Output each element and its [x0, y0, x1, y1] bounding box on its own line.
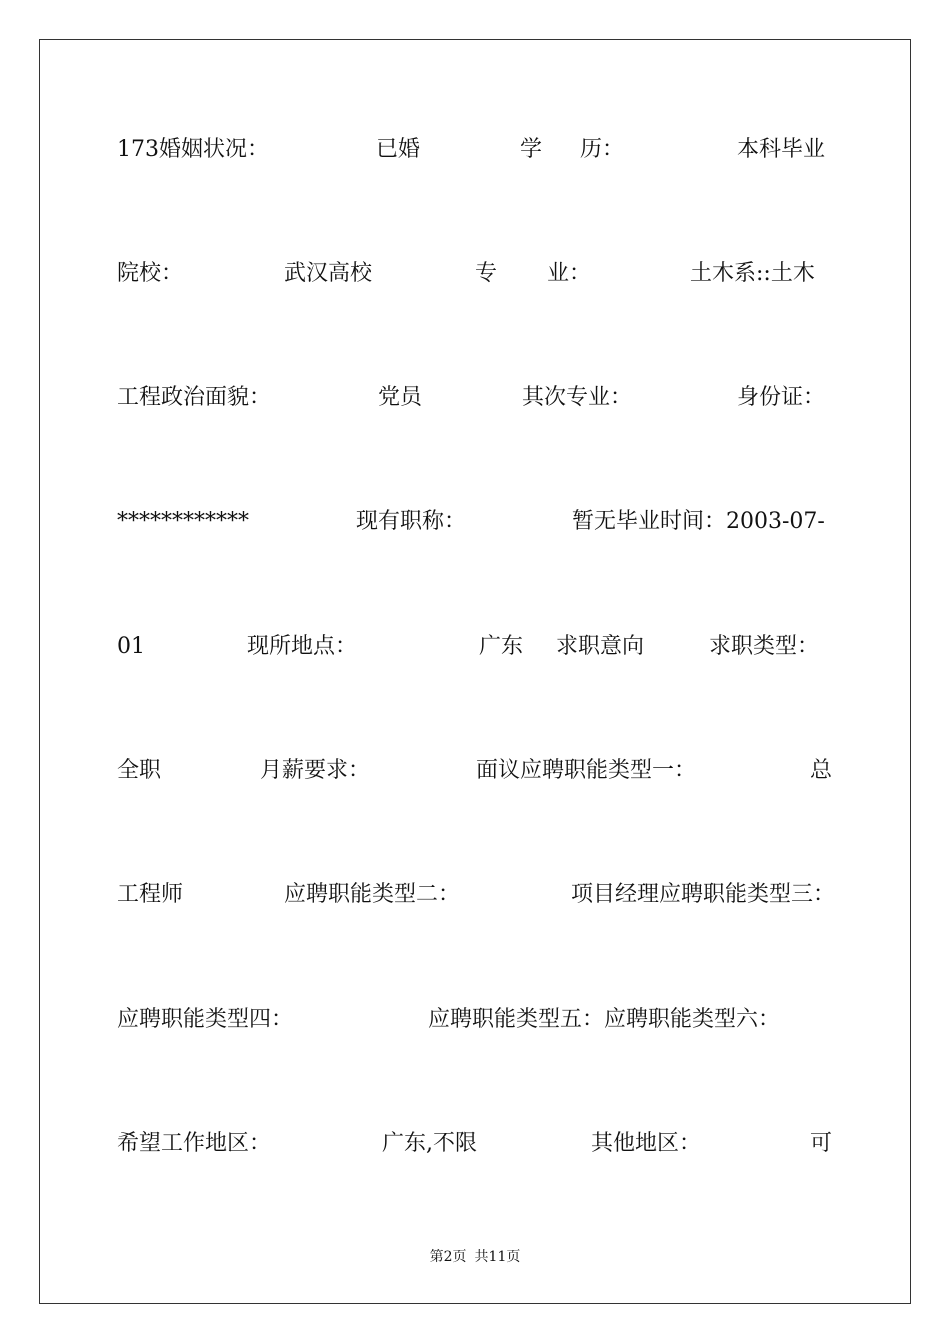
text-line	[0, 632, 950, 672]
text-segment: 应聘职能类型五：应聘职能类型六：	[428, 1007, 781, 1032]
text-segment: 党员	[378, 385, 423, 410]
text-segment: 暂无毕业时间：2003-07-	[572, 509, 825, 534]
text-segment: 专	[475, 261, 498, 286]
text-segment: 广东,不限	[382, 1131, 477, 1156]
text-line	[0, 1129, 950, 1169]
text-segment: 总	[810, 758, 833, 783]
text-segment: 现有职称：	[356, 509, 467, 534]
text-segment: 01	[117, 634, 145, 659]
text-segment: 其次专业：	[522, 385, 633, 410]
page-footer	[0, 1247, 950, 1267]
text-segment: 其他地区：	[591, 1131, 702, 1156]
text-segment: 本科毕业	[737, 137, 826, 162]
text-segment: 173婚姻状况：	[117, 137, 269, 162]
text-line	[0, 259, 950, 299]
text-segment: 可	[810, 1131, 833, 1156]
text-line	[0, 756, 950, 796]
text-segment: 项目经理应聘职能类型三：	[571, 882, 836, 907]
text-segment: 求职意向	[556, 634, 645, 659]
text-segment: 武汉高校	[284, 261, 373, 286]
text-line	[0, 1005, 950, 1045]
text-segment: 希望工作地区：	[117, 1131, 272, 1156]
text-segment: 工程政治面貌：	[117, 385, 272, 410]
text-segment: 应聘职能类型二：	[284, 882, 461, 907]
text-segment: 学	[520, 137, 543, 162]
text-line	[0, 135, 950, 175]
text-segment: 土木系::土木	[690, 261, 815, 286]
text-segment: 工程师	[117, 882, 184, 907]
text-segment: 院校：	[117, 261, 184, 286]
text-segment: 广东	[479, 634, 524, 659]
text-segment: 现所地点：	[247, 634, 358, 659]
text-segment: 业：	[547, 261, 592, 286]
text-segment: 月薪要求：	[260, 758, 371, 783]
text-line	[0, 507, 950, 547]
text-segment: 全职	[117, 758, 162, 783]
page-number: 第2页	[429, 1249, 467, 1265]
text-line	[0, 880, 950, 920]
text-segment: 已婚	[376, 137, 421, 162]
text-segment: 历：	[580, 137, 625, 162]
page-total: 共11页	[474, 1249, 521, 1265]
text-segment: ************	[117, 509, 249, 534]
text-segment: 求职类型：	[709, 634, 820, 659]
text-segment: 应聘职能类型四：	[117, 1007, 294, 1032]
text-segment: 面议应聘职能类型一：	[476, 758, 697, 783]
text-line	[0, 383, 950, 423]
text-segment: 身份证：	[737, 385, 826, 410]
